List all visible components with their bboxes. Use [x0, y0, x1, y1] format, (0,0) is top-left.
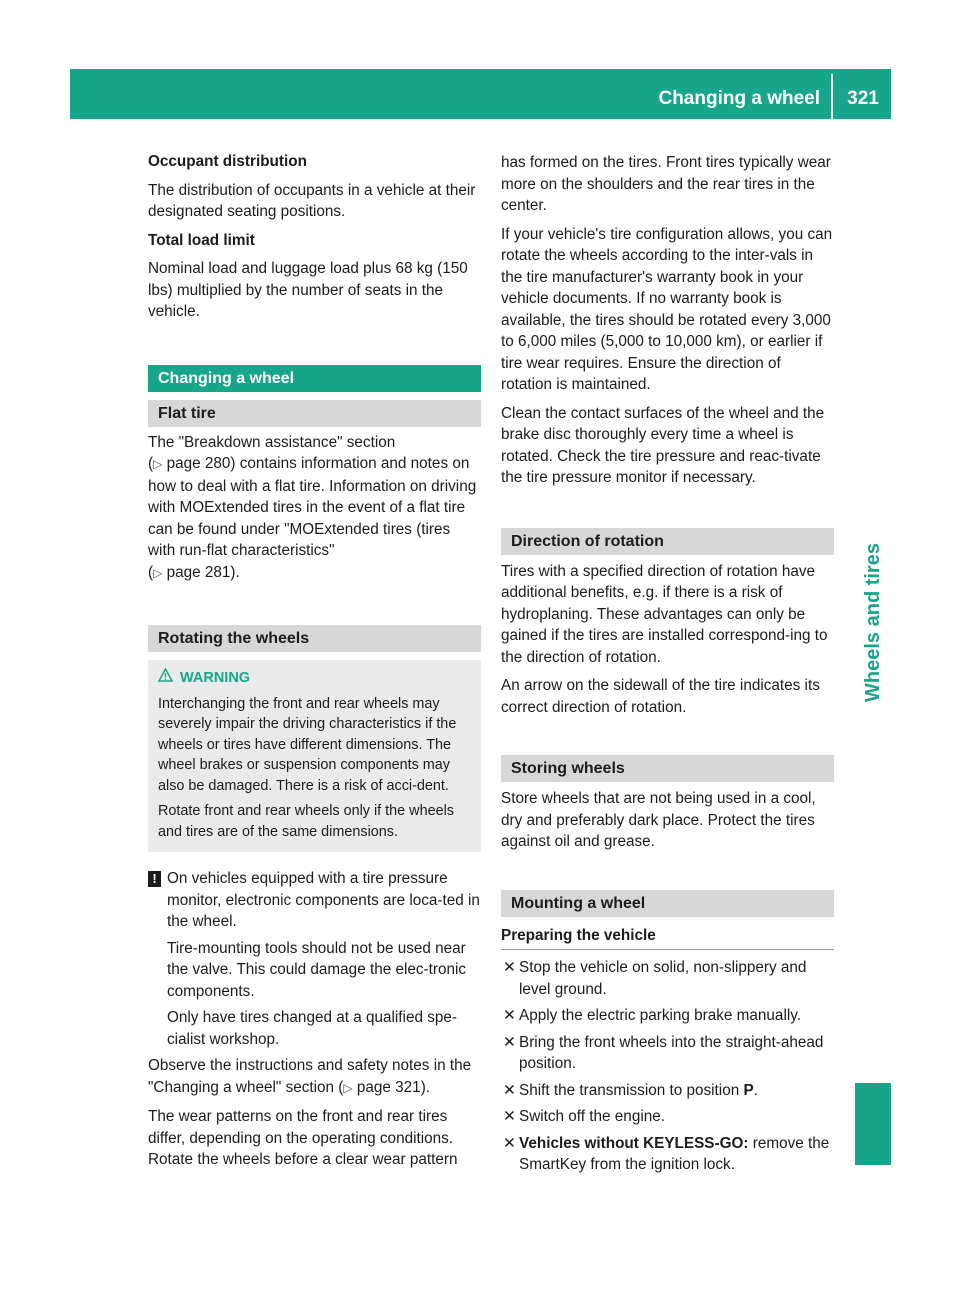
direction-paragraph-1: Tires with a specified direction of rotation have additional benefits, e.g. if there is a risk of hydroplaning. These advantages can only be gained if the tires are installed correspond-ing to the direction of rotation.: [501, 562, 828, 666]
notice-paragraph-2: Tire-mounting tools should not be used near the valve. This could damage the elec-tronic components.: [167, 939, 467, 1000]
step-text-3: Bring the front wheels into the straight-ahead position.: [519, 1033, 824, 1072]
storing-text: Store wheels that are not being used in a cool, dry and preferably dark place. Protect the tires against oil and grease.: [501, 790, 816, 850]
observe-text: [148, 1055, 481, 1099]
step-x-icon: ✕: [503, 1108, 516, 1125]
notice-block: [148, 868, 481, 1050]
section-bar-rotating: Rotating the wheels: [148, 625, 481, 652]
step-text-4: Shift the transmission to position: [519, 1081, 744, 1099]
step-x-icon: ✕: [503, 1081, 516, 1099]
load-heading: Total load limit: [148, 231, 255, 249]
chapter-tab-label: Wheels and tires: [861, 542, 884, 702]
step-item: [501, 1005, 834, 1027]
warning-paragraph-1: Interchanging the front and rear wheels may severely impair the driving characteristics if the wheels or tires have different dimensions. The wheel brakes or suspension components may also be damaged. There is a risk of acci-dent.: [158, 695, 457, 794]
observe-page-ref[interactable]: page 321: [356, 1078, 421, 1096]
section-bar-flat-tire: Flat tire: [148, 400, 481, 427]
occupant-heading: Occupant distribution: [148, 153, 307, 170]
step-text-1: Stop the vehicle on solid, non-slippery and level ground.: [519, 959, 807, 998]
clean-text: Clean the contact surfaces of the wheel and the brake disc thoroughly every time a wheel is rotated. Check the tire pressure and reac-tivate the tire pressure monitor if necessary.: [501, 404, 825, 486]
step-item: [501, 1080, 834, 1102]
right-column: [501, 152, 834, 1181]
step-item: [501, 1133, 834, 1176]
chapter-marker-block: [855, 1083, 891, 1165]
occupant-text: The distribution of occupants in a vehicle at their designated seating positions.: [148, 181, 476, 220]
step-x-icon: ✕: [503, 1134, 516, 1152]
warning-header: [158, 668, 473, 689]
section-bar-mounting: Mounting a wheel: [501, 890, 834, 917]
page-title: Changing a wheel: [658, 88, 820, 109]
warning-paragraph-2: Rotate front and rear wheels only if the wheels and tires are of the same dimensions.: [158, 803, 454, 840]
warning-triangle-icon: [158, 668, 174, 689]
left-column: [148, 151, 481, 1178]
page-ref-arrow-icon: ▷: [153, 565, 163, 580]
step-4-end: .: [753, 1081, 758, 1099]
step-item: [501, 1106, 834, 1128]
step-x-icon: ✕: [503, 959, 516, 976]
flat-text-1: The "Breakdown assistance" section: [148, 433, 396, 451]
page-number: 321: [847, 88, 879, 109]
step-text-2: Apply the electric parking brake manually.: [519, 1007, 801, 1024]
preparing-heading: Preparing the vehicle: [501, 925, 834, 951]
step-item: [501, 1032, 834, 1075]
flat-text-2: ) contains information and notes on how to deal with a flat tire. Information on driving with MOExtended tires in the event of a flat tire can be found under "MOExtended tires (tires with run-flat characteristics": [148, 455, 477, 559]
step-x-icon: ✕: [503, 1033, 516, 1051]
step-item: [501, 957, 834, 1000]
wear-continued: has formed on the tires. Front tires typically wear more on the shoulders and the rear tires in the center.: [501, 154, 831, 214]
flat-page-ref-1[interactable]: page 280: [166, 455, 231, 472]
section-bar-direction: Direction of rotation: [501, 528, 834, 555]
step-4-bold: P: [743, 1081, 754, 1099]
section-bar-changing-wheel: Changing a wheel: [148, 365, 481, 392]
page-ref-arrow-icon: ▷: [153, 457, 163, 471]
config-text: If your vehicle's tire configuration allows, you can rotate the wheels according to the inter-vals in the tire manufacturer's warranty book in your vehicle documents. If no warranty book is available, the tires should be rotated every 3,000 to 6,000 miles (5,000 to 10,000 km), or earlier if tire wear requires. Ensure the direction of rotation is maintained.: [501, 225, 833, 393]
step-x-icon: ✕: [503, 1007, 516, 1024]
direction-paragraph-2: An arrow on the sidewall of the tire indicates its correct direction of rotation.: [501, 677, 820, 716]
step-6-bold: Vehicles without KEYLESS-GO:: [519, 1134, 749, 1152]
exclamation-icon: !: [148, 871, 161, 887]
step-text-5: Switch off the engine.: [519, 1108, 665, 1125]
warning-title: WARNING: [180, 670, 251, 686]
chapter-tab: [855, 522, 891, 722]
warning-box: [148, 660, 481, 852]
notice-paragraph-1: On vehicles equipped with a tire pressure monitor, electronic components are loca-ted in the wheel.: [167, 870, 480, 930]
flat-tire-text: The "Breakdown assistance" section (▷ page 280) contains information and notes on how to deal with a flat tire. Information on driving with MOExtended tires in the event of a flat tire can be found under "MOExtended tires (tires with run-flat characteristics" (▷ page 281).: [148, 433, 477, 581]
wear-text: The wear patterns on the front and rear tires differ, depending on the operating conditions. Rotate the wheels before a clear wear pattern: [148, 1108, 458, 1168]
notice-paragraph-3: Only have tires changed at a qualified spe-cialist workshop.: [167, 1009, 457, 1048]
observe-text-1: Observe the instructions and safety notes in the "Changing a wheel" section (: [148, 1057, 472, 1096]
flat-page-ref-2[interactable]: page 281: [166, 563, 231, 581]
page-ref-arrow-icon: ▷: [343, 1080, 353, 1095]
flat-text-3: ).: [230, 563, 240, 581]
observe-text-2: ).: [420, 1078, 431, 1096]
section-bar-storing: Storing wheels: [501, 755, 834, 782]
load-text: Nominal load and luggage load plus 68 kg (150 lbs) multiplied by the number of seats in the vehicle.: [148, 260, 468, 320]
header-divider: [831, 74, 833, 119]
step-6-text: remove the SmartKey from the ignition lock.: [519, 1134, 830, 1173]
